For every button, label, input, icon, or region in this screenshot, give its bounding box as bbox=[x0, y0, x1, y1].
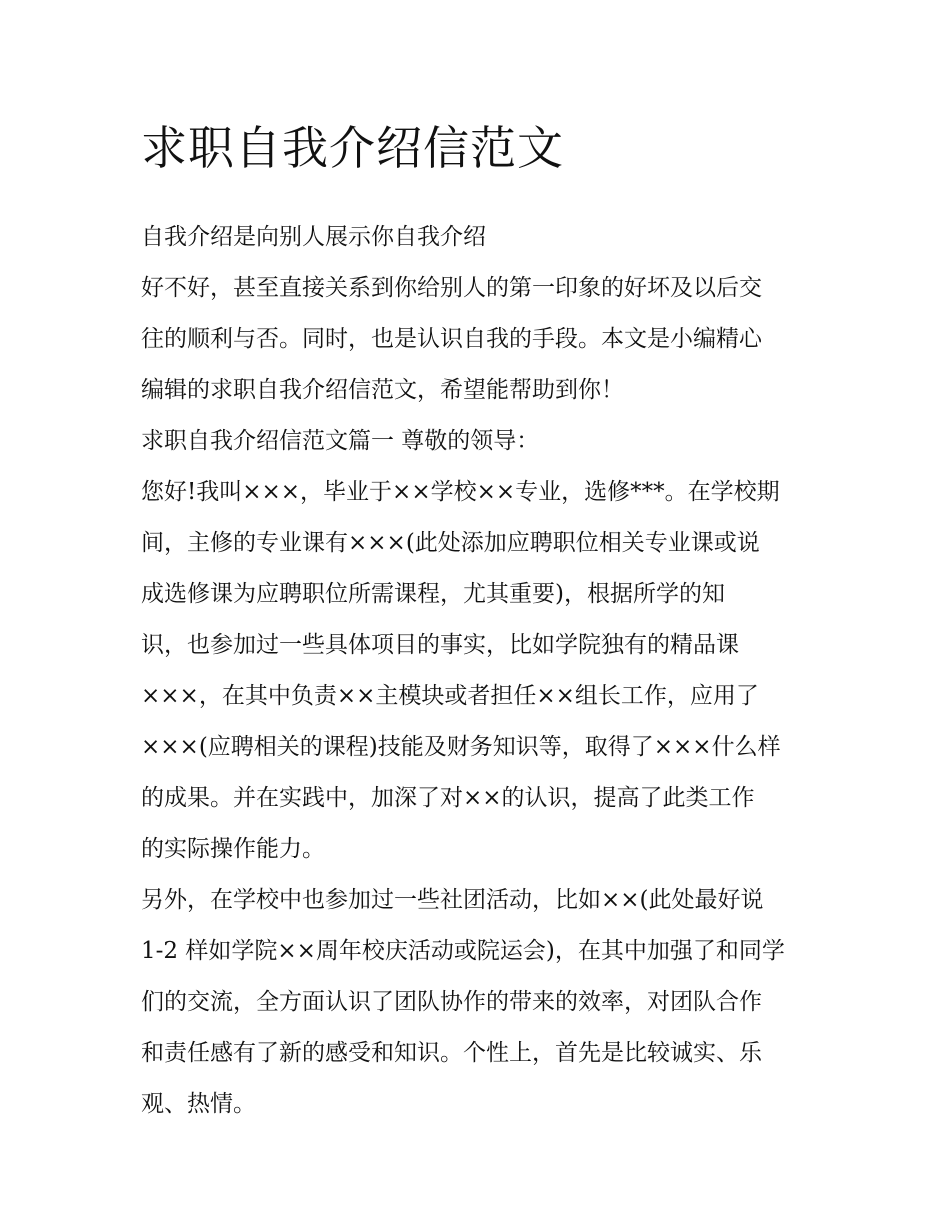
paragraph-line: 间，主修的专业课有×××(此处添加应聘职位相关专业课或说 bbox=[141, 530, 760, 556]
paragraph-line: 成选修课为应聘职位所需课程，尤其重要)，根据所学的知 bbox=[141, 581, 725, 607]
document-body bbox=[141, 110, 821, 1130]
paragraph-line: 您好!我叫×××，毕业于××学校××专业，选修***。在学校期 bbox=[141, 479, 780, 505]
paragraph-line: 们的交流，全方面认识了团队协作的带来的效率，对团队合作 bbox=[141, 989, 762, 1015]
paragraph-line: 编辑的求职自我介绍信范文，希望能帮助到你！ bbox=[141, 377, 624, 403]
paragraph-line: 1-2 样如学院××周年校庆活动或院运会)，在其中加强了和同学 bbox=[141, 938, 785, 964]
paragraph-line: 另外，在学校中也参加过一些社团活动，比如××(此处最好说 bbox=[141, 887, 764, 913]
paragraph-line: 往的顺利与否。同时，也是认识自我的手段。本文是小编精心 bbox=[141, 326, 762, 352]
paragraph-line: ×××(应聘相关的课程)技能及财务知识等，取得了×××什么样 bbox=[141, 734, 781, 760]
document-title: 求职自我介绍信范文 bbox=[141, 121, 564, 175]
paragraph-line: 和责任感有了新的感受和知识。个性上，首先是比较诚实、乐 bbox=[141, 1040, 762, 1066]
paragraph-line: 的成果。并在实践中，加深了对××的认识，提高了此类工作 bbox=[141, 785, 755, 811]
paragraph-line: 观、热情。 bbox=[141, 1091, 256, 1117]
paragraph-line: 好不好，甚至直接关系到你给别人的第一印象的好坏及以后交 bbox=[141, 275, 762, 301]
paragraph-line: 的实际操作能力。 bbox=[141, 836, 325, 862]
paragraph-line: ×××，在其中负责××主模块或者担任××组长工作，应用了 bbox=[141, 683, 759, 709]
paragraph-line: 识，也参加过一些具体项目的事实，比如学院独有的精品课 bbox=[141, 632, 739, 658]
paragraph-line: 自我介绍是向别人展示你自我介绍 bbox=[141, 224, 486, 250]
paragraph-line: 求职自我介绍信范文篇一 尊敬的领导： bbox=[141, 428, 540, 454]
